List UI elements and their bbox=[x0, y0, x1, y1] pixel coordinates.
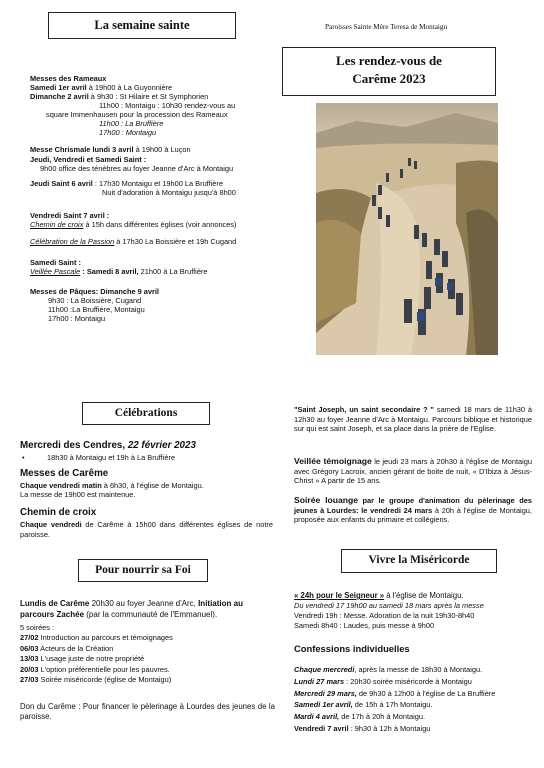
soiree-date: 13/03 bbox=[20, 654, 39, 663]
messes-careme-line2: La messe de 19h00 est maintenue. bbox=[20, 490, 136, 499]
rendez-vous-title-line2: Carême 2023 bbox=[352, 71, 426, 86]
lundis-careme-title: Lundis de Carême bbox=[20, 599, 90, 608]
passion-text: à 17h30 La Boissière et 19h Cugand bbox=[114, 237, 237, 246]
chemin-croix-where: de Carême à 15h00 dans différentes églises de notre paroisse. bbox=[20, 520, 273, 539]
rameaux-dimanche bbox=[30, 92, 208, 101]
soirees-list bbox=[20, 633, 173, 686]
soiree-topic: Acteurs de la Création bbox=[38, 643, 114, 653]
24h-samedi-laudes: Samedi 8h40 : Laudes, puis messe à 9h00 bbox=[294, 621, 435, 630]
soirees-count: 5 soirées : bbox=[20, 623, 55, 632]
veillee-pascale bbox=[30, 267, 208, 276]
jvs-title: Jeudi, Vendredi et Samedi Saint : bbox=[30, 155, 147, 164]
soiree-louange-date: le vendredi 24 mars bbox=[361, 505, 433, 515]
chemin-croix-when: Chaque vendredi bbox=[20, 520, 82, 529]
24h-du-vendredi: Du vendredi 17 19h00 au samedi 18 mars après la messe bbox=[294, 601, 484, 610]
rameaux-title: Messes des Rameaux bbox=[30, 74, 107, 83]
cendres-bullet: • bbox=[22, 453, 25, 462]
confession-day: Mercredi 29 mars, bbox=[294, 688, 357, 698]
pilgrims-walking-in-desert-photo bbox=[316, 103, 498, 355]
soiree-date: 20/03 bbox=[20, 664, 39, 674]
rameaux-dimanche-day: Dimanche 2 avril bbox=[30, 92, 89, 101]
foi-title-box bbox=[78, 559, 208, 582]
semaine-sainte-title-box bbox=[48, 12, 236, 39]
messes-careme-line1 bbox=[20, 481, 204, 490]
celebrations-title: Célébrations bbox=[114, 407, 178, 419]
rameaux-samedi-text: à 19h00 à La Guyonnière bbox=[86, 83, 173, 92]
confession-row bbox=[294, 676, 495, 688]
confession-day: Vendredi 7 avril bbox=[294, 723, 349, 733]
veillee-pascale-date: : Samedi 8 avril, bbox=[80, 267, 139, 276]
jvs-line: 9h00 office des ténèbres au foyer Jeanne d'Arc à Montaigu bbox=[40, 164, 234, 173]
vendredi-saint-title: Vendredi Saint 7 avril : bbox=[30, 211, 110, 220]
messes-careme-where: à 6h30, à l'église de Montaigu. bbox=[101, 481, 204, 490]
paques-title: Messes de Pâques: Dimanche 9 avril bbox=[30, 287, 159, 296]
confession-row bbox=[294, 723, 495, 735]
confession-day: Samedi 1er avril, bbox=[294, 700, 353, 710]
parcours-zachee-org: (par la communauté de l'Emmanuel). bbox=[84, 609, 218, 619]
soiree-row bbox=[20, 675, 173, 686]
soiree-row bbox=[20, 633, 173, 644]
chemin-croix-text bbox=[20, 520, 273, 539]
soiree-topic: Introduction au parcours et témoignages bbox=[38, 633, 173, 642]
soiree-topic: Soirée miséricorde (église de Montaigu) bbox=[38, 675, 172, 684]
confessions-title: Confessions individuelles bbox=[294, 643, 410, 654]
don-careme: Don du Carême : Pour financer le pèlerinage à Lourdes des jeunes de la paroisse. bbox=[20, 702, 275, 721]
confession-detail: : 9h30 à 12h à Montaigu bbox=[348, 723, 431, 733]
confession-detail: , après la messe de 18h30 à Montaigu. bbox=[354, 665, 483, 674]
paques-930: 9h30 : La Boissière, Cugand bbox=[48, 296, 142, 305]
messe-chrismale-title: Messe Chrismale lundi 3 avril bbox=[30, 145, 134, 154]
rameaux-square: square Immenhausen pour la procession des Rameaux bbox=[46, 110, 228, 119]
paques-1700: 17h00 : Montaigu bbox=[48, 314, 106, 323]
parish-name: Paroisses Sainte Mère Teresa de Montaigu bbox=[325, 23, 448, 31]
rendez-vous-title-box bbox=[282, 47, 496, 96]
confession-row bbox=[294, 664, 495, 676]
jeudi-nuit: Nuit d'adoration à Montaigu jusqu'à 8h00 bbox=[102, 188, 236, 197]
24h-seigneur-place: à l'église de Montaigu. bbox=[384, 591, 464, 600]
24h-seigneur-title: « 24h pour le Seigneur » bbox=[294, 591, 385, 600]
soiree-date: 27/02 bbox=[20, 633, 39, 642]
veillee-temoignage bbox=[294, 457, 532, 486]
soiree-topic: L'option préférentielle pour les pauvres. bbox=[38, 664, 170, 674]
cendres-title bbox=[20, 440, 196, 452]
chemin-de-croix-text: à 15h dans différentes églises (voir annonces) bbox=[83, 220, 237, 229]
foi-title: Pour nourrir sa Foi bbox=[95, 564, 191, 576]
cendres-label: Mercredi des Cendres, bbox=[20, 440, 128, 451]
soiree-louange-title: Soirée louange bbox=[294, 495, 359, 505]
rameaux-samedi-day: Samedi 1er avril bbox=[30, 83, 87, 92]
passion-line bbox=[30, 237, 236, 246]
messe-chrismale-text: à 19h00 à Luçon bbox=[133, 145, 191, 154]
misericorde-title: Vivre la Miséricorde bbox=[368, 554, 470, 566]
cendres-line: 18h30 à Montaigu et 19h à La Bruffière bbox=[47, 453, 176, 462]
rameaux-dimanche-text: à 9h30 : St Hilaire et St Symphorien bbox=[88, 92, 209, 101]
lundis-careme-where: 20h30 au foyer Jeanne d'Arc, bbox=[89, 599, 199, 608]
jeudi-saint-title: Jeudi Saint 6 avril bbox=[30, 179, 93, 188]
rameaux-1100-montaigu: 11h00 : Montaigu : 10h30 rendez-vous au bbox=[99, 101, 236, 110]
soiree-louange-text: à 20h à l'église de Montaigu, proposée aux enfants du primaire et collégiens. bbox=[294, 505, 532, 525]
confession-detail: de 9h30 à 12h00 à l'église de La Bruffière bbox=[356, 688, 496, 698]
chemin-croix-title: Chemin de croix bbox=[20, 507, 97, 518]
confession-day: Lundi 27 mars bbox=[294, 676, 345, 686]
confession-detail: de 15h à 17h Montaigu. bbox=[352, 700, 433, 710]
24h-seigneur bbox=[294, 591, 464, 600]
saint-joseph-text: samedi 18 mars de 11h30 à 12h30 au foyer Jeanne d'Arc à Montaigu. Parcours biblique et historique sur qui est saint Joseph, et sa place dans la prière de l'Eglise. bbox=[294, 405, 532, 434]
soiree-row bbox=[20, 644, 173, 655]
samedi-saint-title: Samedi Saint : bbox=[30, 258, 81, 267]
soiree-topic: L'usage juste de notre propriété bbox=[38, 654, 145, 663]
confession-row bbox=[294, 711, 495, 723]
paques-1100: 11h00 :La Bruffière, Montaigu bbox=[48, 305, 145, 314]
saint-joseph bbox=[294, 405, 532, 434]
confession-detail: : 20h30 soirée miséricorde à Montaigu bbox=[344, 676, 472, 686]
soiree-date: 06/03 bbox=[20, 643, 39, 653]
confession-day: Mardi 4 avril, bbox=[294, 712, 340, 722]
misericorde-title-box bbox=[341, 549, 497, 573]
confession-row bbox=[294, 688, 495, 700]
semaine-sainte-title: La semaine sainte bbox=[94, 18, 190, 32]
rameaux-1100-bruffiere: 11h00 : La Bruffière bbox=[99, 119, 164, 128]
24h-vendredi-19h: Vendredi 19h : Messe. Adoration de la nuit 19h30-8h40 bbox=[294, 611, 475, 620]
soiree-louange bbox=[294, 496, 532, 525]
veillee-temoignage-text: le jeudi 23 mars à 20h30 à l'église de Montaigu avec Grégory Lacroix, ancien gérant de boite de nuit, « D'Ibiza à Jésus-Christ » A partir de 15 ans. bbox=[294, 457, 532, 486]
soiree-row bbox=[20, 665, 173, 676]
confessions-list bbox=[294, 664, 495, 735]
rameaux-1700: 17h00 : Montaigu bbox=[99, 128, 157, 137]
rendez-vous-title-line1: Les rendez-vous de bbox=[336, 53, 442, 68]
confession-day: Chaque mercredi bbox=[294, 665, 355, 674]
soiree-date: 27/03 bbox=[20, 675, 39, 684]
messe-chrismale bbox=[30, 145, 191, 154]
rameaux-samedi bbox=[30, 83, 172, 92]
confession-row bbox=[294, 699, 495, 711]
cendres-date: 22 février 2023 bbox=[127, 440, 196, 451]
veillee-temoignage-title: Veillée témoignage bbox=[294, 456, 372, 466]
messes-careme-when: Chaque vendredi matin bbox=[20, 481, 102, 490]
soiree-row bbox=[20, 654, 173, 665]
messes-careme-title: Messes de Carême bbox=[20, 468, 109, 479]
lundis-careme bbox=[20, 599, 275, 620]
celebrations-title-box bbox=[82, 402, 210, 425]
confession-detail: de 17h à 20h à Montaigu. bbox=[339, 712, 426, 722]
soiree-louange-group: par le groupe d'animation du pèlerinage des jeunes à Lourdes: bbox=[294, 496, 532, 515]
chemin-de-croix-label: Chemin de croix bbox=[30, 220, 84, 229]
jeudi-saint bbox=[30, 179, 223, 188]
passion-label: Célébration de la Passion bbox=[30, 237, 115, 246]
vendredi-chemin bbox=[30, 220, 237, 229]
parcours-zachee: Initiation au parcours Zachée bbox=[20, 599, 243, 619]
jeudi-saint-text: : 17h30 Montaigu et 19h00 La Bruffière bbox=[92, 179, 223, 188]
pilgrims-photo bbox=[316, 103, 498, 355]
veillee-pascale-text: 21h00 à La Bruffière bbox=[138, 267, 208, 276]
veillee-pascale-label: Veillée Pascale bbox=[30, 267, 81, 276]
saint-joseph-title: "Saint Joseph, un saint secondaire ? " bbox=[294, 405, 435, 414]
